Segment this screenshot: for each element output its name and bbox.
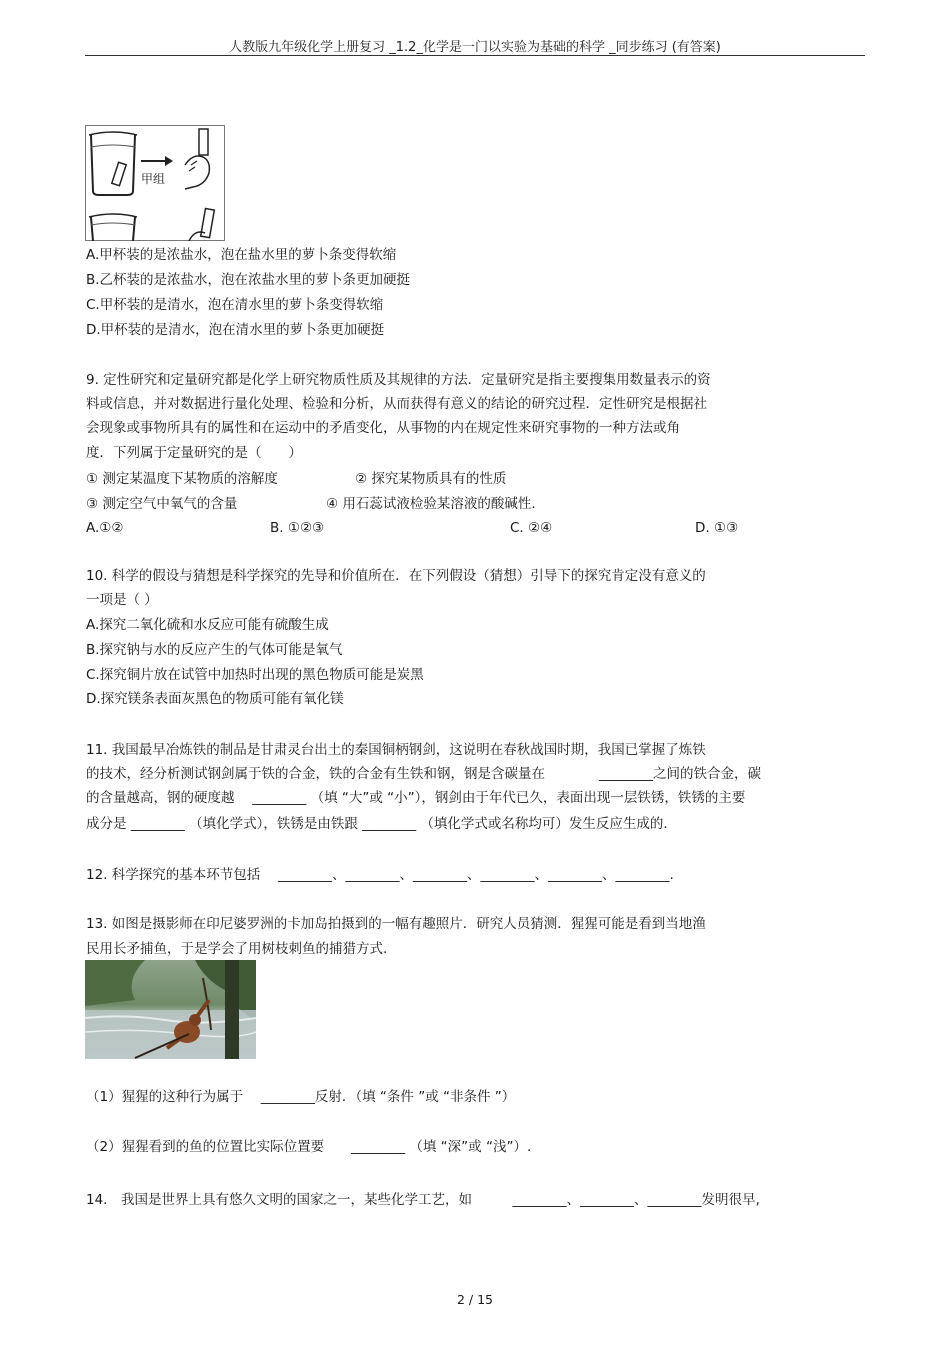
q13-stem-line-2: 民用长矛捕鱼，于是学会了用树枝刺鱼的捕猎方式. xyxy=(86,941,388,957)
q14-line: 14. 我国是世界上具有悠久文明的国家之一，某些化学工艺，如 ________、________、________发明很早, xyxy=(86,1192,760,1208)
q9-item-4: ④ 用石蕊试液检验某溶液的酸碱性. xyxy=(326,496,536,512)
q8-option-a: A.甲杯装的是浓盐水，泡在盐水里的萝卜条变得软缩 xyxy=(86,247,397,263)
q10-option-c: C.探究铜片放在试管中加热时出现的黑色物质可能是炭黑 xyxy=(86,667,424,683)
q10-stem-line-2: 一项是（ ） xyxy=(86,592,158,608)
q9-item-3: ③ 测定空气中氧气的含量 xyxy=(86,496,238,512)
page-number: 2 / 15 xyxy=(456,1292,494,1307)
figure-label-jia: 甲组 xyxy=(141,172,166,186)
q9-option-c: C. ②④ xyxy=(510,520,553,536)
q11-line-3: 的含量越高，钢的硬度越 ________ （填 “大”或 “小”），钢剑由于年代已久，表面出现一层铁锈，铁锈的主要 xyxy=(86,790,746,806)
q9-item-1: ① 测定某温度下某物质的溶解度 xyxy=(86,471,278,487)
q9-option-b: B. ①②③ xyxy=(270,520,325,536)
q10-option-d: D.探究镁条表面灰黑色的物质可能有氧化镁 xyxy=(86,691,344,707)
q8-option-c: C.甲杯装的是清水，泡在清水里的萝卜条变得软缩 xyxy=(86,297,384,313)
q8-option-d: D.甲杯装的是清水，泡在清水里的萝卜条更加硬挺 xyxy=(86,322,385,338)
beaker-figure xyxy=(85,125,225,241)
page-header: 人教版九年级化学上册复习 _1.2_化学是一门以实验为基础的科学 _同步练习 (有答案) xyxy=(229,40,721,55)
q9-stem-line-4: 度．下列属于定量研究的是（ ） xyxy=(86,445,302,461)
q13-stem-line-1: 13. 如图是摄影师在印尼婆罗洲的卡加岛拍摄到的一幅有趣照片．研究人员猜测．猩猩可能是看到当地渔 xyxy=(86,916,706,932)
header-divider xyxy=(85,55,865,56)
q10-stem-line-1: 10. 科学的假设与猜想是科学探究的先导和价值所在．在下列假设（猜想）引导下的探究肯定没有意义的 xyxy=(86,568,706,584)
q9-item-2: ② 探究某物质具有的性质 xyxy=(355,471,507,487)
q11-line-2: 的技术，经分析测试钢剑属于铁的合金，铁的合金有生铁和钢，钢是含碳量在 ________之间的铁合金，碳 xyxy=(86,766,761,782)
q10-option-b: B.探究钠与水的反应产生的气体可能是氧气 xyxy=(86,642,343,658)
q9-option-a: A.①② xyxy=(86,520,124,536)
q12-line: 12. 科学探究的基本环节包括 ________、________、________、________、________、________. xyxy=(86,867,674,883)
q9-stem-line-2: 料或信息，并对数据进行量化处理、检验和分析，从而获得有意义的结论的研究过程．定性研究是根据社 xyxy=(86,396,707,412)
q11-line-1: 11. 我国最早冶炼铁的制品是甘肃灵台出土的秦国铜柄钢剑，这说明在春秋战国时期，我国已掌握了炼铁 xyxy=(86,742,706,758)
q8-option-b: B.乙杯装的是浓盐水，泡在浓盐水里的萝卜条更加硬挺 xyxy=(86,272,411,288)
q11-line-4: 成分是 ________ （填化学式），铁锈是由铁跟 ________ （填化学式或名称均可）发生反应生成的. xyxy=(86,816,668,832)
q9-option-d: D. ①③ xyxy=(695,520,739,536)
q9-stem-line-1: 9. 定性研究和定量研究都是化学上研究物质性质及其规律的方法．定量研究是指主要搜集用数量表示的资 xyxy=(86,372,711,388)
q9-stem-line-3: 会现象或事物所具有的属性和在运动中的矛盾变化，从事物的内在规定性来研究事物的一种方法或角 xyxy=(86,420,680,436)
q13-sub-1: （1）猩猩的这种行为属于 ________反射．（填 “条件 ”或 “非条件 ”） xyxy=(86,1089,516,1105)
q13-sub-2: （2）猩猩看到的鱼的位置比实际位置要 ________ （填 “深”或 “浅”）. xyxy=(86,1139,532,1155)
q10-option-a: A.探究二氧化硫和水反应可能有硫酸生成 xyxy=(86,617,329,633)
orangutan-photo xyxy=(85,960,256,1059)
